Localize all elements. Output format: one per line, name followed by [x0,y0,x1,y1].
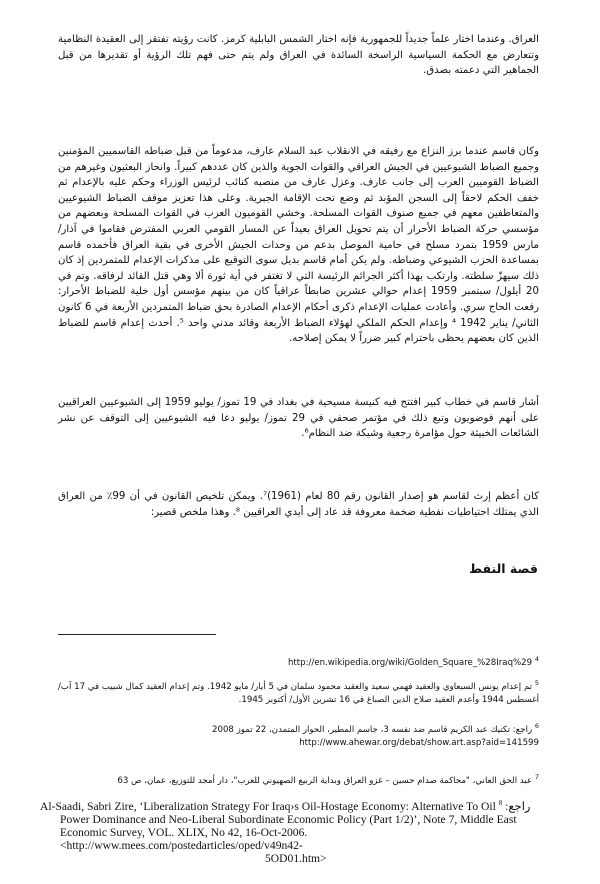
footnote-8-citation-line-1: Al-Saadi, Sabri Zire, ‘Liberalization Strategy For Iraq›s Oil-Hostage Economy: Alternative To Oil [40,799,496,813]
footnote-6-number: 6 [534,722,539,730]
footnote-5-number: 5 [534,679,539,687]
footnote-8-citation-line-3[interactable]: Economic Survey, VOL. XLIX, No 42, 16-Oct-2006. <http://www.mees.com/postedarticles/oped/v49n42- [60,825,308,852]
footnote-4-number: 4 [534,655,539,663]
footnote-7-text: عبد الحق العاني، "محاكمة صدام حسين – غزو العراق وبداية الربيع الصهيوني للعرب"، دار أمجد للتوزيع، عمان، ص 63 [117,775,533,786]
paragraph-communists-speech: أشار قاسم في خطاب كبير افتتح فيه كنيسة مسيحية في بغداد في 19 تموز/ يوليو 1959 إلى الشيوعيين العراقيين على أنهم فوضويون وتبع ذلك في مؤتمر صحفي في 29 تموز/ يوليو دعا فيه الشيوعيين إلى التوقف عن نشر الشائعات الخبيثة حول مؤامرة رجعية وشيكة ضد النظام⁶. [58,397,539,440]
footnote-7-number: 7 [534,773,539,781]
footnote-separator [58,634,216,635]
footnote-8 [40,797,539,865]
section-heading-oil-story: قصة النفط [469,561,538,576]
footnote-8-prefix: راجع: [505,799,531,813]
footnote-6-link[interactable]: http://www.ahewar.org/debat/show.art.asp?aid=141599 [299,737,539,748]
footnote-5 [58,677,539,707]
footnote-4-link[interactable]: http://en.wikipedia.org/wiki/Golden_Square_%28Iraq%29 [287,657,533,668]
paragraph-law-80: كان أعظم إرث لقاسم هو إصدار القانون رقم 80 لعام (1961)⁷. ويمكن تلخيص القانون في أن 99٪ من العراق الذي يمتلك احتياطيات نفطية ضخمة معروفة قد عاد إلى أيدي العراقيين ⁸. وهذا ملخص قصير: [58,491,539,518]
footnote-5-text: تم إعدام يونس السبعاوي والعقيد فهمي سعيد والعقيد محمود سلمان في 5 أيار/ مايو 1942. وتم إعدام العقيد كمال شبيب في 17 آب/ أغسطس 1944 وأعدم العقيد صلاح الدين الصباغ في 16 تشرين الأول/ أكتوبر 1945. [58,681,539,705]
footnote-6-text: راجع: تكتيك عبد الكريم قاسم ضد نفسه 3، جاسم المطير، الحوار المتمدن، 22 تموز 2008 [212,724,533,735]
footnote-8-number: 8 [498,799,503,807]
footnote-8-citation-line-2: Power Dominance and Neo-Liberal Subordinate Economic Policy (Part 1/2)’, Note 7, Middle East [60,812,517,826]
paragraph-intro: العراق. وعندما اختار علماً جديداً للجمهورية فإنه اختار الشمس البابلية كرمز. كانت رؤيته تفتقر إلى العقيدة النظامية وتتعارض مع الحكمة السياسية الراسخة السائدة في العراق ولم يتم حتى فهم تلك الرؤية أو تقديرها من قبل الجماهير التي دعمته بصدق. [58,34,539,77]
paragraph-qasim-arif-conflict: وكان قاسم عندما برز النزاع مع رفيقه في الانقلاب عبد السلام عارف، مدعوماً من قبل ضباطه القاسميين المؤمنين وجميع الضباط الشيوعيين في الجيش العراقي والقوات الجوية والذين كان عددهم كبيراً. وانحاز البعثيون وغيرهم من الضباط القوميين العرب إلى جانب عارف. وعزل عارف من منصبه كنائب لرئيس الوزراء وحكم عليه بالإعدام ثم خفف الحكم لاحقاً إلى السجن المؤبد ثم وضع تحت الإقامة الجبرية. وعلى هذا تعزيز موقف الضباط الشيوعيين والمتعاطفين معهم في جميع صنوف القوات المسلحة. وخشي القوميون العرب في القوات المسلحة وبعضهم من مؤسسي حركة الضباط الأحرار أن يتم تحويل العراق بعيداً عن المسار القومي العربي المفترض فقاموا في آذار/ مارس 1959 بتمرد مسلح في حامية الموصل بدعم من وحدات الجيش الأخرى في بقية العراق فأخمده قاسم بمساعدة الحزب الشيوعي وضباطه. ولم يكن أمام قاسم بديل سوى التوقيع على مذكرات الإعدام للمتمردين إذ كان ذلك سيهزّ سلطته. وارتكب بهذا أكثر الجرائم الرئيسة التي لا تغتفر في أية ثورة ألا وهي قتل القائد لرفاقه. وتم في 20 أيلول/ سبتمبر 1959 إعدام حوالي عشرين ضابطاً عراقياً كان من بينهم مؤسس أول خلية للضباط الأحرار: رفعت الحاج سري. وأعادت عمليات الإعدام ذكرى أحكام الإعدام الصادرة بحق ضباط المتمردين الأربعة في 6 كانون الثاني/ يناير 1942 ⁴ وإعدام الحكم الملكي لهؤلاء الضباط الأربعة وقائد مدني واحد ⁵. أحدث إعدام قاسم للضباط الذين كان بعضهم يحظى باحترام كبير ضرراً لا يمكن إصلاحه. [58,146,540,345]
footnote-7 [58,771,539,788]
footnote-8-citation-line-4[interactable]: 5OD01.htm> [265,851,327,865]
footnote-4 [58,653,539,670]
footnote-6 [58,720,539,750]
